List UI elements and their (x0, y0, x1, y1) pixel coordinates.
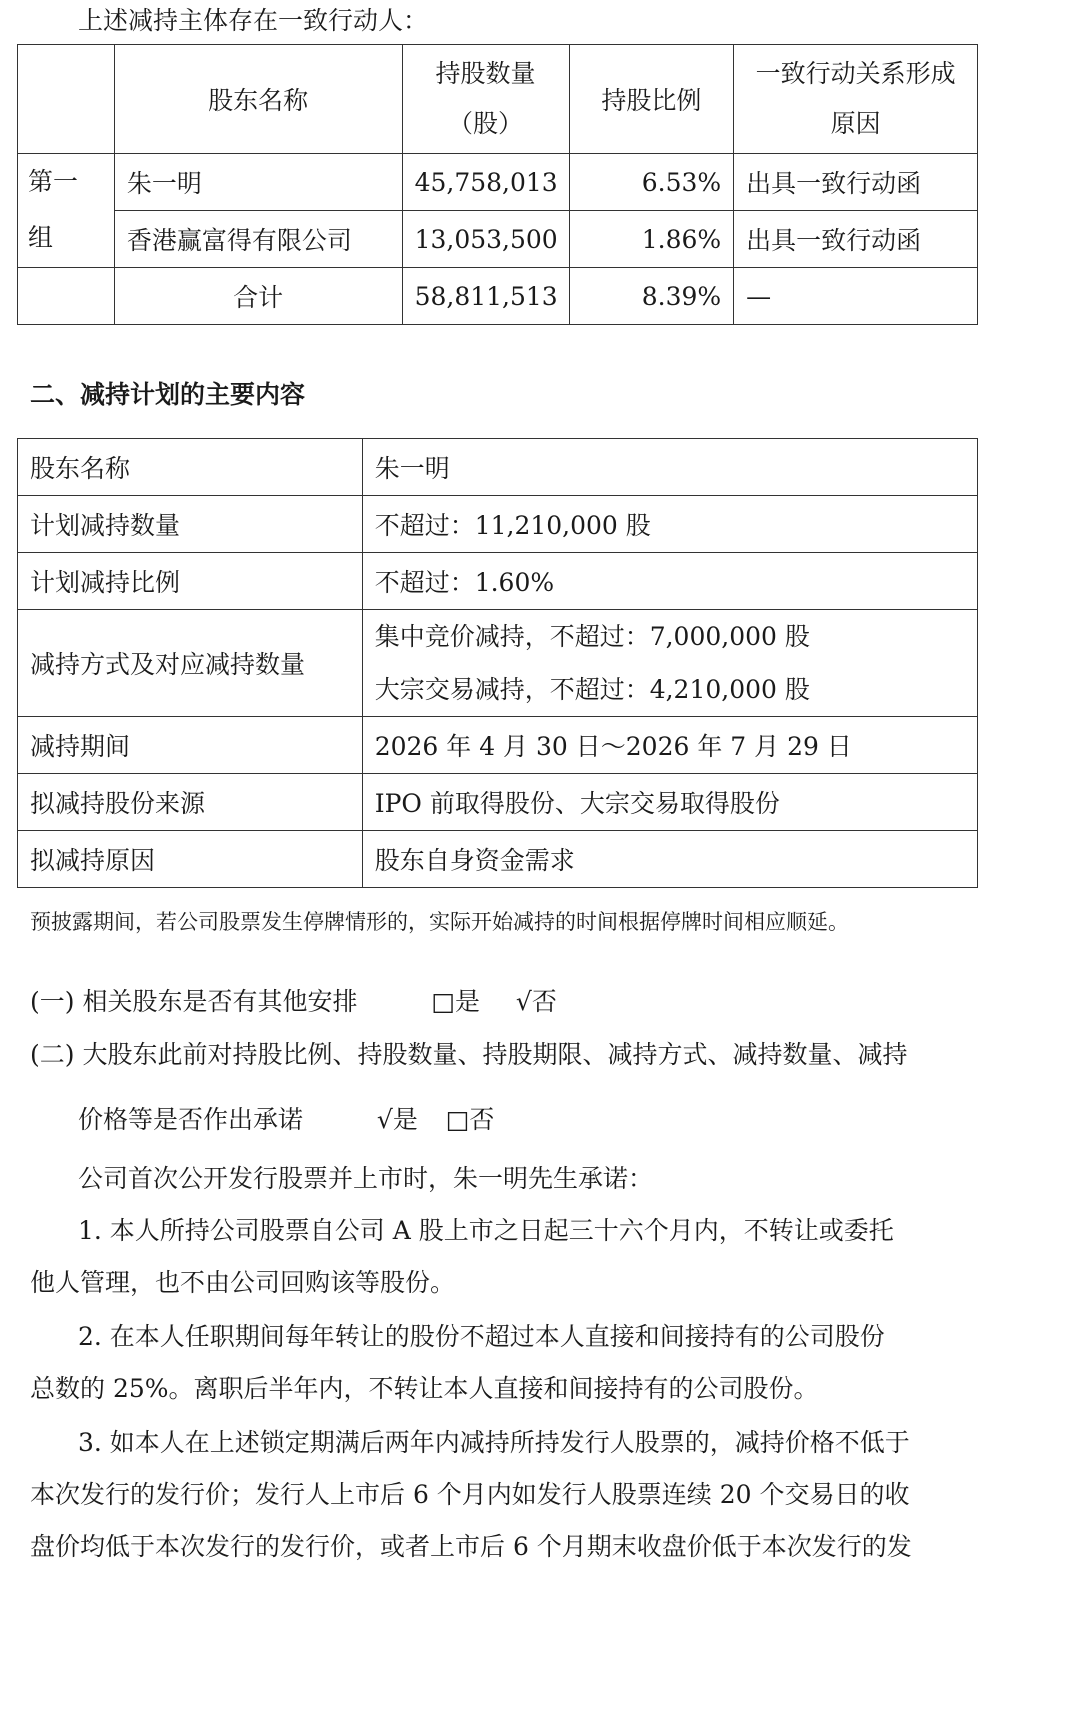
concert-party-table (17, 44, 978, 325)
plan-value: IPO 前取得股份、大宗交易取得股份 (362, 774, 977, 831)
suspension-note: 预披露期间，若公司股票发生停牌情形的，实际开始减持的时间根据停牌时间相应顺延。 (30, 910, 849, 934)
row-reason: 出具一致行动函 (734, 154, 978, 211)
table-row (18, 439, 978, 496)
plan-value: 不超过：11,210,000 股 (362, 496, 977, 553)
intro-line: 上述减持主体存在一致行动人： (78, 6, 429, 35)
table-row (18, 496, 978, 553)
plan-value: 股东自身资金需求 (362, 831, 977, 888)
question-1-text: (一) 相关股东是否有其他安排 (30, 987, 358, 1016)
question-1 (30, 985, 557, 1019)
header-name: 股东名称 (114, 45, 402, 154)
table-header-row (18, 45, 978, 154)
table-row (18, 717, 978, 774)
row-name: 朱一明 (114, 154, 402, 211)
row-reason: 出具一致行动函 (734, 211, 978, 268)
question-2-line-2 (78, 1103, 494, 1137)
plan-value: 2026 年 4 月 30 日～2026 年 7 月 29 日 (362, 717, 977, 774)
header-ratio: 持股比例 (569, 45, 734, 154)
section-2-title: 二、减持计划的主要内容 (30, 380, 306, 409)
question-1-no: √否 (515, 987, 557, 1016)
question-2-no: □否 (445, 1105, 495, 1134)
plan-label: 股东名称 (18, 439, 363, 496)
promise-3-line-1: 3. 如本人在上述锁定期满后两年内减持所持发行人股票的，减持价格不低于 (78, 1428, 910, 1457)
row-shares: 45,758,013 (402, 154, 569, 211)
total-ratio: 8.39% (569, 268, 734, 325)
promise-3-line-3: 盘价均低于本次发行的发行价，或者上市后 6 个月期末收盘价低于本次发行的发 (30, 1532, 912, 1561)
total-label: 合计 (114, 268, 402, 325)
table-total-row (18, 268, 978, 325)
promise-1-line-1: 1. 本人所持公司股票自公司 A 股上市之日起三十六个月内，不转让或委托 (78, 1216, 894, 1245)
table-row (18, 610, 978, 717)
header-reason: 一致行动关系形成 原因 (734, 45, 978, 154)
reduction-plan-table (17, 438, 978, 888)
row-ratio: 1.86% (569, 211, 734, 268)
total-shares: 58,811,513 (402, 268, 569, 325)
table-row (18, 211, 978, 268)
header-shares: 持股数量 （股） (402, 45, 569, 154)
table-row (18, 553, 978, 610)
table-row (18, 154, 978, 211)
row-ratio: 6.53% (569, 154, 734, 211)
table-row (18, 831, 978, 888)
plan-label: 拟减持原因 (18, 831, 363, 888)
promise-intro: 公司首次公开发行股票并上市时，朱一明先生承诺： (78, 1164, 654, 1193)
plan-value: 朱一明 (362, 439, 977, 496)
question-1-yes: □是 (431, 987, 480, 1016)
plan-label: 减持期间 (18, 717, 363, 774)
plan-value: 不超过：1.60% (362, 553, 977, 610)
promise-1-line-2: 他人管理，也不由公司回购该等股份。 (30, 1268, 456, 1297)
row-name: 香港赢富得有限公司 (114, 211, 402, 268)
plan-label: 计划减持数量 (18, 496, 363, 553)
promise-3-line-2: 本次发行的发行价；发行人上市后 6 个月内如发行人股票连续 20 个交易日的收 (30, 1480, 910, 1509)
question-2-line-1: (二) 大股东此前对持股比例、持股数量、持股期限、减持方式、减持数量、减持 (30, 1040, 908, 1069)
group-label: 第一 组 (18, 154, 115, 268)
question-2-text: 价格等是否作出承诺 (78, 1105, 304, 1134)
question-2-yes: √是 (376, 1105, 418, 1134)
promise-2-line-2: 总数的 25%。离职后半年内，不转让本人直接和间接持有的公司股份。 (30, 1374, 819, 1403)
promise-2-line-1: 2. 在本人任职期间每年转让的股份不超过本人直接和间接持有的公司股份 (78, 1322, 885, 1351)
plan-value: 集中竞价减持，不超过：7,000,000 股 大宗交易减持，不超过：4,210,000 股 (362, 610, 977, 717)
row-shares: 13,053,500 (402, 211, 569, 268)
plan-label: 拟减持股份来源 (18, 774, 363, 831)
plan-label: 减持方式及对应减持数量 (18, 610, 363, 717)
total-reason: — (734, 268, 978, 325)
plan-label: 计划减持比例 (18, 553, 363, 610)
table-row (18, 774, 978, 831)
